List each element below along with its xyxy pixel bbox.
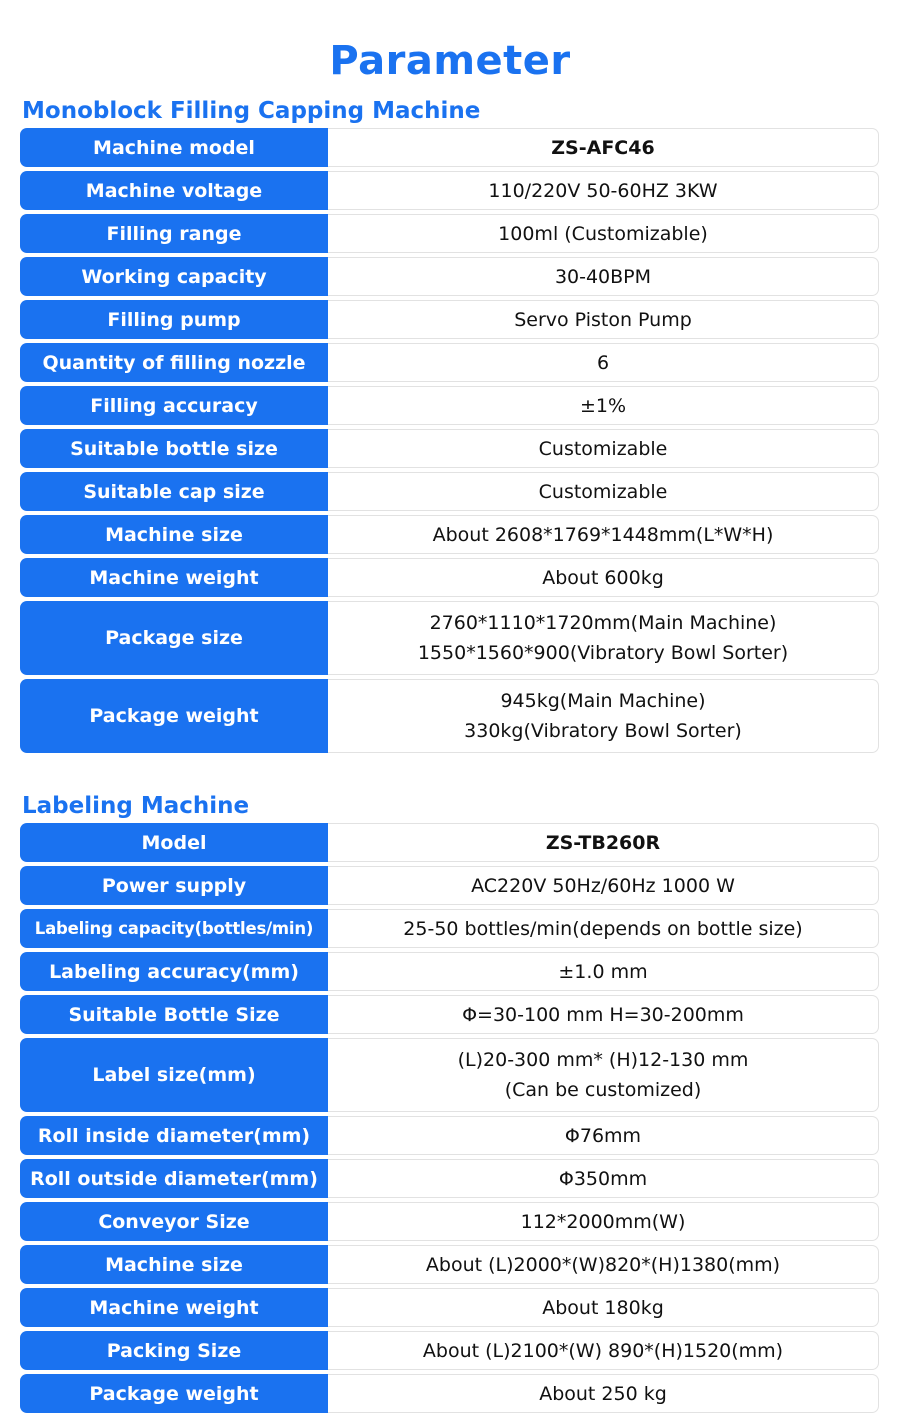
spec-row — [20, 823, 879, 862]
spec-value — [328, 429, 879, 468]
spec-label: Labeling capacity(bottles/min) — [20, 909, 328, 948]
spec-value — [328, 472, 879, 511]
spec-row — [20, 909, 879, 948]
spec-value-line: 100ml (Customizable) — [498, 222, 708, 245]
spec-value-line: ZS-AFC46 — [551, 136, 655, 159]
spec-label: Filling range — [20, 214, 328, 253]
spec-value — [328, 1202, 879, 1241]
spec-row — [20, 601, 879, 675]
spec-row — [20, 558, 879, 597]
spec-label: Machine model — [20, 128, 328, 167]
spec-label: Quantity of filling nozzle — [20, 343, 328, 382]
spec-value — [328, 1116, 879, 1155]
spec-row — [20, 679, 879, 753]
spec-value — [328, 558, 879, 597]
spec-row — [20, 214, 879, 253]
spec-label: Roll inside diameter(mm) — [20, 1116, 328, 1155]
spec-row — [20, 300, 879, 339]
spec-row — [20, 1374, 879, 1413]
section-title-filling-capping: Monoblock Filling Capping Machine — [22, 98, 481, 124]
spec-value-line: 112*2000mm(W) — [520, 1210, 686, 1233]
spec-value — [328, 1374, 879, 1413]
spec-label: Package weight — [20, 679, 328, 753]
spec-label: Suitable bottle size — [20, 429, 328, 468]
spec-label: Model — [20, 823, 328, 862]
spec-table-labeling — [20, 823, 879, 1415]
spec-label: Machine size — [20, 1245, 328, 1284]
spec-row — [20, 128, 879, 167]
spec-value — [328, 679, 879, 753]
spec-value-line: 945kg(Main Machine) — [500, 690, 706, 712]
spec-label: Suitable cap size — [20, 472, 328, 511]
spec-value — [328, 128, 879, 167]
spec-value-line: About (L)2100*(W) 890*(H)1520(mm) — [422, 1339, 784, 1362]
spec-label: Filling pump — [20, 300, 328, 339]
spec-value — [328, 515, 879, 554]
spec-value-line: Φ=30-100 mm H=30-200mm — [462, 1003, 744, 1026]
spec-value — [328, 1331, 879, 1370]
spec-value-line: ±1.0 mm — [558, 960, 648, 983]
spec-row — [20, 995, 879, 1034]
spec-row — [20, 1038, 879, 1112]
spec-value-line: Servo Piston Pump — [514, 308, 692, 331]
spec-value — [328, 214, 879, 253]
spec-label: Conveyor Size — [20, 1202, 328, 1241]
spec-value-line: 330kg(Vibratory Bowl Sorter) — [464, 720, 742, 742]
spec-value-line: (L)20-300 mm* (H)12-130 mm — [457, 1049, 749, 1071]
spec-label: Power supply — [20, 866, 328, 905]
spec-row — [20, 952, 879, 991]
spec-value-line: ±1% — [579, 394, 627, 417]
spec-value — [328, 909, 879, 948]
spec-value-line: About (L)2000*(W)820*(H)1380(mm) — [425, 1253, 781, 1276]
spec-value-line: Φ350mm — [558, 1167, 648, 1190]
spec-value — [328, 1288, 879, 1327]
spec-row — [20, 515, 879, 554]
spec-row — [20, 866, 879, 905]
spec-value-line: Φ76mm — [564, 1124, 642, 1147]
spec-value-line: Customizable — [538, 437, 668, 460]
spec-label: Packing Size — [20, 1331, 328, 1370]
spec-label: Machine weight — [20, 558, 328, 597]
spec-value — [328, 823, 879, 862]
spec-value-line: 30-40BPM — [554, 265, 652, 288]
spec-value — [328, 995, 879, 1034]
spec-value-line: About 250 kg — [539, 1382, 667, 1405]
spec-label: Label size(mm) — [20, 1038, 328, 1112]
spec-row — [20, 1288, 879, 1327]
spec-label: Package size — [20, 601, 328, 675]
spec-value-line: Customizable — [538, 480, 668, 503]
spec-label: Working capacity — [20, 257, 328, 296]
spec-row — [20, 171, 879, 210]
spec-row — [20, 1202, 879, 1241]
spec-row — [20, 429, 879, 468]
spec-row — [20, 1245, 879, 1284]
spec-value — [328, 171, 879, 210]
spec-label: Machine size — [20, 515, 328, 554]
spec-row — [20, 1331, 879, 1370]
spec-label: Suitable Bottle Size — [20, 995, 328, 1034]
spec-value — [328, 343, 879, 382]
spec-label: Labeling accuracy(mm) — [20, 952, 328, 991]
spec-value — [328, 866, 879, 905]
spec-value — [328, 952, 879, 991]
spec-value-line: About 600kg — [542, 566, 664, 589]
spec-value — [328, 1038, 879, 1112]
spec-value — [328, 300, 879, 339]
spec-row — [20, 257, 879, 296]
spec-row — [20, 343, 879, 382]
spec-value — [328, 257, 879, 296]
spec-table-filling-capping — [20, 128, 879, 757]
spec-label: Package weight — [20, 1374, 328, 1413]
spec-label: Machine weight — [20, 1288, 328, 1327]
page-title: Parameter — [329, 38, 571, 84]
spec-row — [20, 1159, 879, 1198]
spec-value-line: 2760*1110*1720mm(Main Machine) — [429, 612, 777, 634]
spec-row — [20, 472, 879, 511]
section-title-labeling: Labeling Machine — [22, 793, 250, 819]
spec-row — [20, 1116, 879, 1155]
spec-value — [328, 1159, 879, 1198]
spec-value-line: 110/220V 50-60HZ 3KW — [488, 179, 718, 202]
spec-value-line: AC220V 50Hz/60Hz 1000 W — [471, 874, 735, 897]
spec-value-line: ZS-TB260R — [545, 831, 661, 854]
spec-row — [20, 386, 879, 425]
spec-value-line: About 180kg — [542, 1296, 664, 1319]
spec-label: Machine voltage — [20, 171, 328, 210]
spec-value-line: (Can be customized) — [504, 1079, 702, 1101]
spec-value — [328, 386, 879, 425]
spec-value-line: 6 — [596, 351, 610, 374]
spec-value — [328, 1245, 879, 1284]
spec-value-line: 25-50 bottles/min(depends on bottle size) — [403, 917, 803, 940]
spec-label: Roll outside diameter(mm) — [20, 1159, 328, 1198]
spec-label: Filling accuracy — [20, 386, 328, 425]
spec-value — [328, 601, 879, 675]
spec-value-line: About 2608*1769*1448mm(L*W*H) — [432, 523, 774, 546]
spec-value-line: 1550*1560*900(Vibratory Bowl Sorter) — [417, 642, 789, 664]
